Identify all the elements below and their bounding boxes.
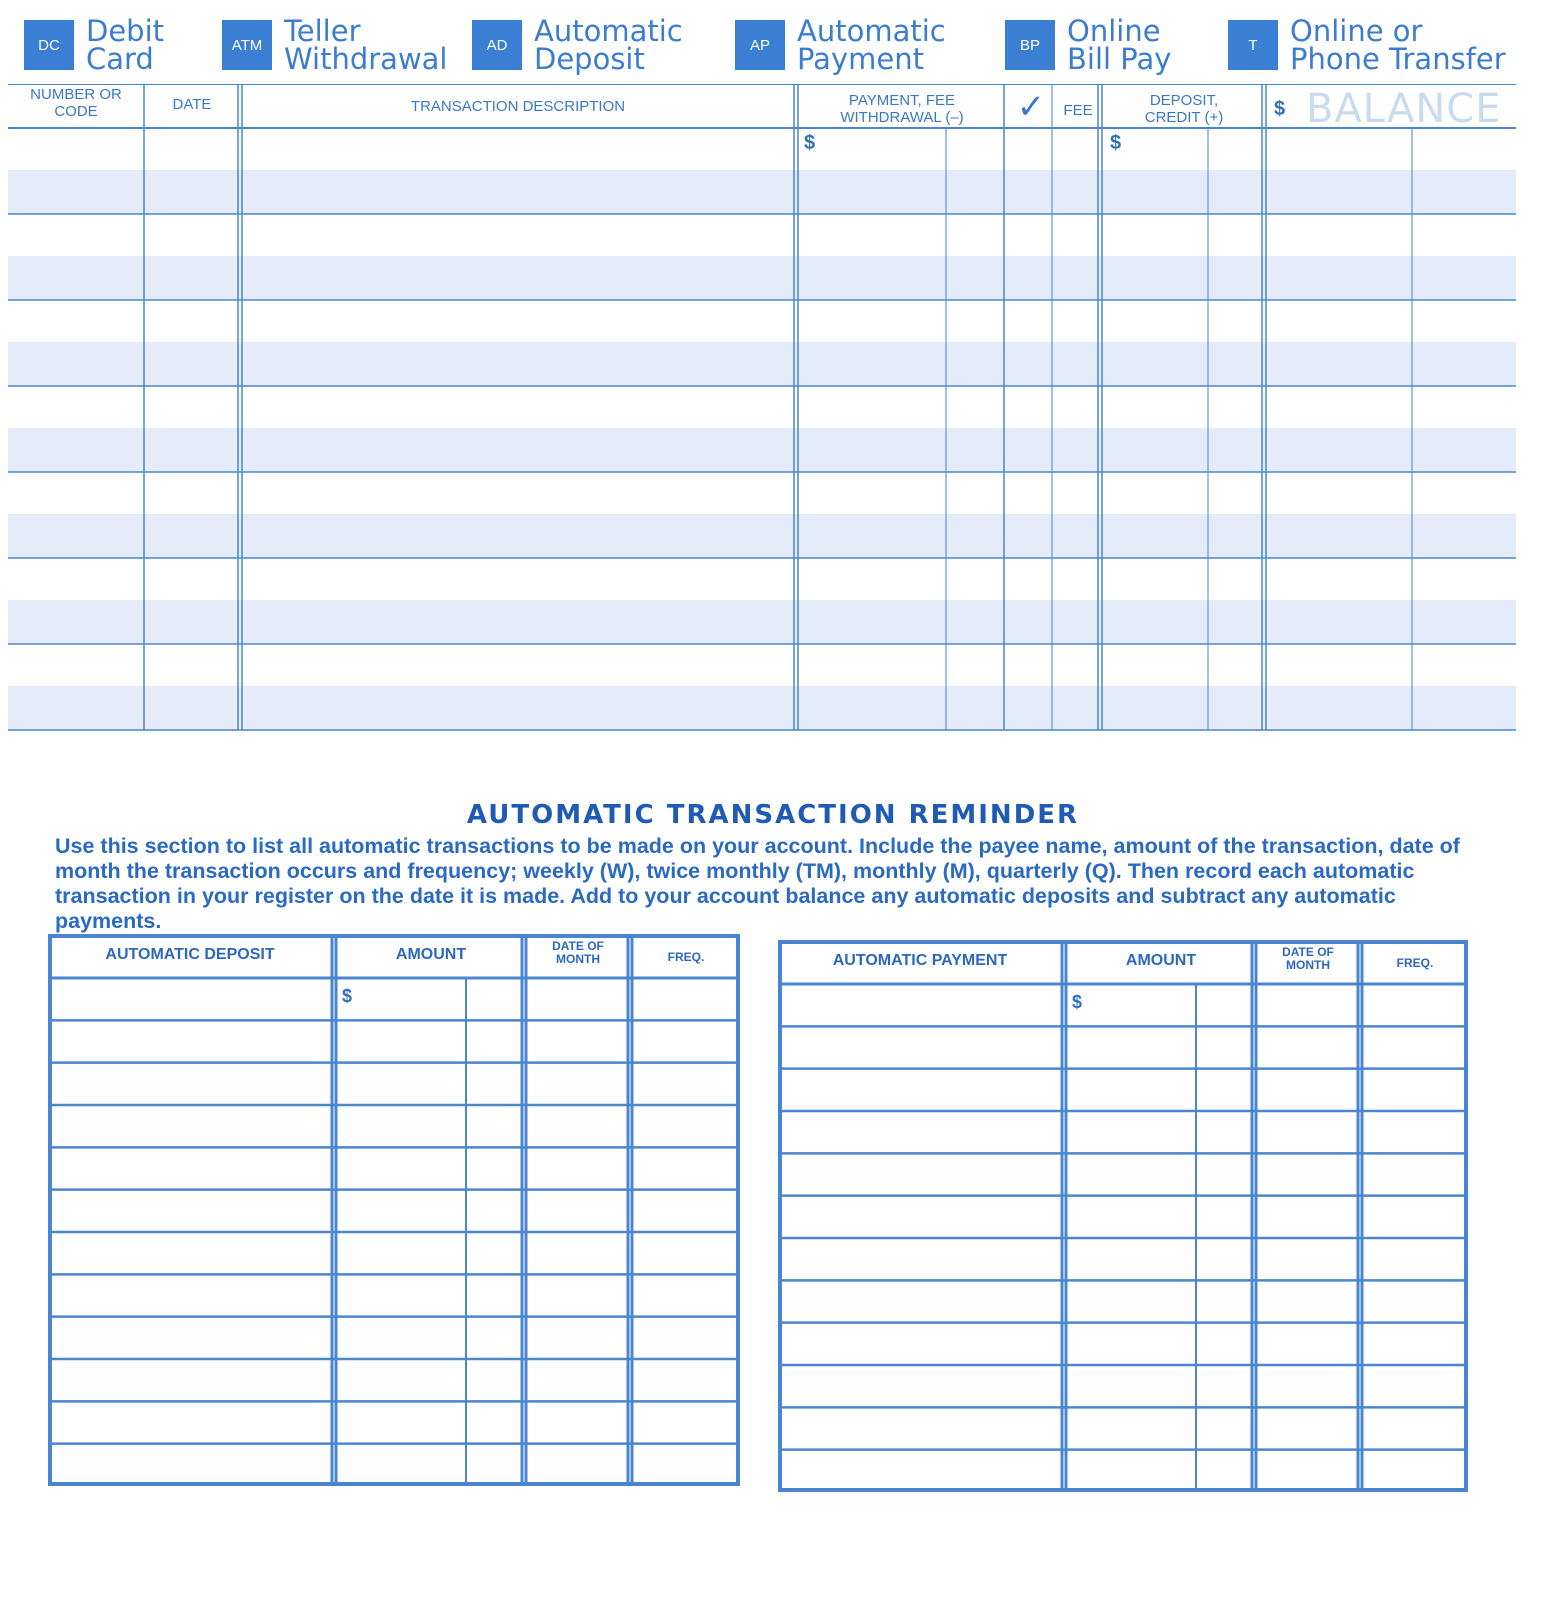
reminder-instructions: Use this section to list all automatic transactions to be made on your account. Include the payee name, amount of the transaction, date of month the transaction occurs and frequency; weekly (W), twice monthly (TM), monthly (M), quarterly (Q). Then record each automatic transaction in your register on the date it is made. Add to your account balance any automatic deposits and subtract any automatic payments. — [55, 834, 1460, 933]
code-badge-atm: ATM — [222, 20, 272, 70]
header-number-or-code: NUMBER OR CODE — [30, 86, 122, 120]
header-transaction-description: TRANSACTION DESCRIPTION — [410, 98, 626, 115]
code-item-teller-withdrawal — [222, 14, 448, 76]
code-label-line2: Deposit — [534, 42, 645, 76]
register-row-band — [8, 686, 1516, 730]
payment-grid — [778, 940, 1468, 1492]
automatic-payment-table — [778, 940, 1468, 1492]
code-badge-ap: AP — [735, 20, 785, 70]
header-balance: BALANCE — [1306, 86, 1502, 132]
payment-dollar-sign: $ — [804, 132, 816, 154]
code-item-phone-transfer — [1228, 14, 1506, 76]
code-label-line1: Teller — [284, 14, 361, 48]
register-row-band — [8, 170, 1516, 214]
code-label-line1: Online — [1067, 14, 1161, 48]
code-item-automatic-deposit — [472, 14, 683, 76]
payment-col-header: AUTOMATIC PAYMENT — [832, 952, 1008, 969]
register-row-band — [8, 428, 1516, 472]
register-row-band — [8, 514, 1516, 558]
code-label-line1: Online or — [1290, 14, 1423, 48]
deposit-freq-header: FREQ. — [667, 950, 705, 964]
code-label-line2: Phone Transfer — [1290, 42, 1506, 76]
payment-date-header: DATE OF MONTH — [1282, 945, 1334, 972]
deposit-dollar-sign: $ — [1110, 132, 1122, 154]
deposit-amount-header: AMOUNT — [395, 946, 467, 963]
code-label-line2: Bill Pay — [1067, 42, 1172, 76]
payment-freq-header: FREQ. — [1396, 956, 1434, 970]
transaction-code-legend — [10, 14, 1528, 76]
header-fee: FEE — [1063, 102, 1093, 119]
code-badge-t: T — [1228, 20, 1278, 70]
deposit-date-header: DATE OF MONTH — [552, 939, 604, 966]
header-payment-withdrawal: PAYMENT, FEE WITHDRAWAL (–) — [840, 92, 964, 126]
reminder-title: AUTOMATIC TRANSACTION REMINDER — [466, 800, 1080, 830]
code-item-online-bill-pay — [1005, 14, 1171, 76]
register-grid — [8, 84, 1516, 744]
deposit-col-header: AUTOMATIC DEPOSIT — [105, 946, 275, 963]
code-badge-ad: AD — [472, 20, 522, 70]
deposit-grid — [48, 934, 740, 1486]
code-badge-dc: DC — [24, 20, 74, 70]
header-deposit-credit: DEPOSIT, CREDIT (+) — [1144, 92, 1224, 126]
payment-amount-header: AMOUNT — [1125, 952, 1197, 969]
code-label-line2: Payment — [797, 42, 924, 76]
code-label-line1: Automatic — [534, 14, 683, 48]
register-row-band — [8, 600, 1516, 644]
code-badge-bp: BP — [1005, 20, 1055, 70]
code-label-line1: Debit — [86, 14, 165, 48]
code-label-line1: Automatic — [797, 14, 946, 48]
deposit-amount-dollar: $ — [342, 986, 353, 1006]
code-label-line2: Withdrawal — [284, 42, 448, 76]
automatic-deposit-table — [48, 934, 740, 1486]
header-balance-dollar: $ — [1274, 98, 1286, 120]
header-check-icon: ✓ — [1016, 88, 1046, 126]
code-item-debit-card — [24, 14, 164, 76]
register-row-band — [8, 342, 1516, 386]
header-date: DATE — [172, 96, 212, 113]
code-item-automatic-payment — [735, 14, 946, 76]
payment-amount-dollar: $ — [1072, 992, 1083, 1012]
register-row-band — [8, 256, 1516, 300]
code-label-line2: Card — [86, 42, 154, 76]
transaction-register — [8, 84, 1516, 744]
